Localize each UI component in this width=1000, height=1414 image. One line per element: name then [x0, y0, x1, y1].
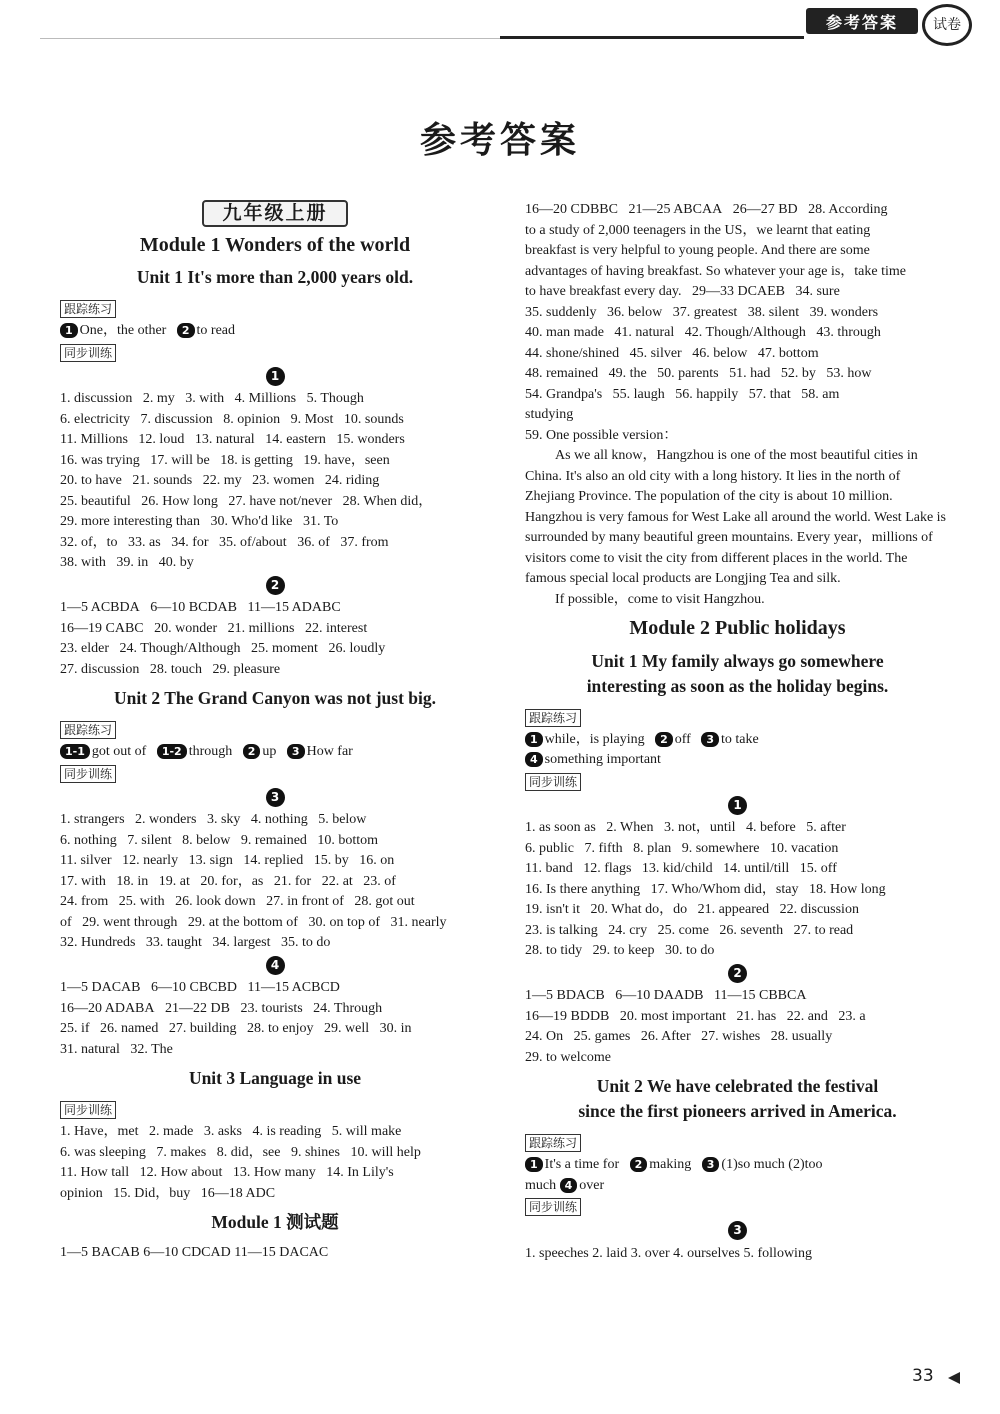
answer-block: [60, 389, 490, 574]
sync-training-tag: 同步训练: [60, 344, 116, 362]
track-answer: something important: [544, 752, 661, 767]
track-answer: making: [649, 1157, 702, 1172]
page-number: 33: [912, 1366, 934, 1386]
track-answers: [60, 742, 490, 763]
module1-heading: Module 1 Wonders of the world: [139, 233, 411, 256]
answer-line: 16. was trying 17. will be 18. is getting 19. have，seen: [60, 452, 390, 468]
item-number-icon: 1-1: [60, 744, 90, 759]
item-number-icon: 4: [525, 752, 543, 767]
answer-block: [525, 818, 950, 962]
header-rule-thin: [40, 38, 500, 39]
item-number-icon: 2: [630, 1157, 648, 1172]
answer-line: 32. of，to 33. as 34. for 35. of/about 36. of 37. from: [60, 534, 389, 550]
unit3-heading: Unit 3 Language in use: [188, 1068, 362, 1088]
section-number-icon: 2: [60, 576, 490, 597]
track-answers: [60, 321, 490, 342]
track-practice-tag: 跟踪练习: [525, 709, 581, 727]
answer-line: 38. with 39. in 40. by: [60, 555, 194, 570]
unit1-heading: Unit 1 My family always go somewhere interesting as soon as the holiday begins.: [586, 650, 889, 696]
answer-line: 27. discussion 28. touch 29. pleasure: [60, 661, 281, 677]
answer-block: [60, 1122, 490, 1204]
answer-line: 59. One possible version：: [525, 427, 678, 443]
track-answer: (1)so much (2)too: [721, 1157, 823, 1172]
section-number-icon: 4: [60, 956, 490, 977]
header-logo-icon: 试卷: [922, 4, 972, 46]
answer-line: 17. with 18. in 19. at 20. for，as 21. for 22. at 23. of: [60, 873, 396, 889]
answer-line: breakfast is very helpful to young people. And there are some: [525, 243, 870, 258]
answer-line: 16—19 CABC 20. wonder 21. millions 22. interest: [60, 620, 368, 636]
unit2-heading: Unit 2 The Grand Canyon was not just big.: [113, 688, 437, 708]
track-answer: to take: [720, 731, 759, 747]
module2-heading: Module 2 Public holidays: [629, 617, 846, 639]
page-title: 参考答案: [419, 120, 580, 161]
answer-line: 25. beautiful 26. How long 27. have not/never 28. When did，: [60, 493, 433, 509]
track-answers: much 4 over: [525, 1177, 605, 1193]
answer-block: [60, 810, 490, 954]
header-rule: [500, 36, 804, 39]
test-answers: 1—5 BACAB 6—10 CDCAD 11—15 DACAC: [60, 1245, 329, 1260]
track-answers: [525, 730, 950, 751]
answer-line: 16—20 ADABA 21—22 DB 23. tourists 24. Through: [60, 1000, 383, 1016]
answer-line: 19. isn't it 20. What do，do 21. appeared 22. discussion: [525, 902, 859, 917]
unit1-heading: Unit 1 It's more than 2,000 years old.: [136, 267, 414, 287]
track-answer: through: [188, 744, 243, 759]
answer-line: 44. shone/shined 45. silver 46. below 47. bottom: [525, 345, 819, 361]
item-number-icon: 3: [287, 744, 305, 759]
track-answer: How far: [306, 744, 353, 759]
answer-line: of 29. went through 29. at the bottom of 30. on top of 31. nearly: [60, 914, 447, 930]
answer-line: studying: [525, 407, 574, 422]
answer-line: 1. discussion 2. my 3. with 4. Millions 5. Though: [60, 391, 364, 406]
answer-line: 35. suddenly 36. below 37. greatest 38. silent 39. wonders: [525, 304, 879, 320]
section-number-icon: 1: [60, 367, 490, 388]
essay-paragraph: As we all know，Hangzhou is one of the most beautiful cities in China. It's also an old city with a long history. It lies in the north of Zhejiang Province. The population of the city is about 10 million. Hangzhou is very famous for West Lake all around the world. West Lake is surrounded by many beautiful green mountains. Every year，millions of visitors come to visit the city from different places in the world. The famous special local products are Longjing Tea and silk.: [525, 448, 947, 586]
answer-line: 6. electricity 7. discussion 8. opinion 9. Most 10. sounds: [60, 411, 404, 427]
answer-line: 20. to have 21. sounds 22. my 23. women 24. riding: [60, 473, 380, 488]
track-answer: It's a time for: [544, 1157, 630, 1172]
answer-line: 6. was sleeping 7. makes 8. did，see 9. shines 10. will help: [60, 1144, 421, 1160]
answer-line: 24. On 25. games 26. After 27. wishes 28. usually: [525, 1029, 833, 1044]
grade-heading: 九年级上册: [60, 200, 490, 227]
answer-line: 6. nothing 7. silent 8. below 9. remained 10. bottom: [60, 832, 379, 848]
answer-line: 1. strangers 2. wonders 3. sky 4. nothing 5. below: [60, 812, 367, 827]
answer-block: [60, 598, 490, 680]
answer-line: 31. natural 32. The: [60, 1041, 173, 1057]
answer-line: advantages of having breakfast. So whatever your age is，take time: [525, 263, 906, 279]
answer-line: 29. more interesting than 30. Who'd like 31. To: [60, 514, 339, 529]
sync-training-tag: 同步训练: [60, 765, 116, 783]
item-number-icon: 4: [560, 1178, 578, 1193]
item-number-icon: 3: [702, 1157, 720, 1172]
left-column: [60, 200, 490, 1264]
track-answer: up: [262, 744, 287, 759]
sync-training-tag: 同步训练: [525, 773, 581, 791]
answer-line: 32. Hundreds 33. taught 34. largest 35. to do: [60, 935, 331, 950]
section-number-icon: 2: [525, 964, 950, 985]
item-number-icon: 1: [525, 732, 543, 747]
track-answer: to read: [196, 323, 235, 338]
track-answer: while，is playing: [544, 731, 656, 747]
answer-line: 25. if 26. named 27. building 28. to enjoy 29. well 30. in: [60, 1021, 412, 1036]
track-answers: [525, 1155, 950, 1176]
answer-line: 16—19 BDDB 20. most important 21. has 22. and 23. a: [525, 1008, 866, 1024]
section-number-icon: 3: [525, 1221, 950, 1242]
answer-line: opinion 15. Did，buy 16—18 ADC: [60, 1185, 276, 1201]
section-number-icon: 1: [525, 796, 950, 817]
answer-line: to a study of 2,000 teenagers in the US，we learnt that eating: [525, 222, 871, 238]
answer-line: 24. from 25. with 26. look down 27. in front of 28. got out: [60, 894, 415, 909]
answer-block: [60, 978, 490, 1060]
track-practice-tag: 跟踪练习: [60, 300, 116, 318]
item-number-icon: 2: [243, 744, 261, 759]
answer-line: 40. man made 41. natural 42. Though/Although 43. through: [525, 325, 881, 340]
essay-paragraph: If possible，come to visit Hangzhou.: [555, 591, 765, 607]
answer-line: 1. as soon as 2. When 3. not，until 4. before 5. after: [525, 820, 846, 835]
item-number-icon: 1-2: [157, 744, 187, 759]
answer-line: 1—5 ACBDA 6—10 BCDAB 11—15 ADABC: [60, 600, 341, 615]
answer-line: to have breakfast every day. 29—33 DCAEB 34. sure: [525, 284, 840, 299]
answer-line: 11. band 12. flags 13. kid/child 14. until/till 15. off: [525, 861, 837, 876]
track-answer: off: [674, 731, 702, 747]
answer-line: 29. to welcome: [525, 1049, 611, 1065]
item-number-icon: 3: [701, 732, 719, 747]
answer-line: 1—5 BDACB 6—10 DAADB 11—15 CBBCA: [525, 988, 807, 1003]
right-column: [525, 200, 950, 1264]
header-badge: 参考答案: [806, 8, 918, 34]
page-arrow-icon: [948, 1372, 960, 1384]
answer-line: 16—20 CDBBC 21—25 ABCAA 26—27 BD 28. According: [525, 202, 888, 217]
track-answers: [525, 750, 950, 771]
track-answer: over: [579, 1177, 605, 1193]
unit2-heading: Unit 2 We have celebrated the festival since the first pioneers arrived in America.: [578, 1076, 897, 1121]
sync-training-tag: 同步训练: [60, 1101, 116, 1119]
answer-line: 16. Is there anything 17. Who/Whom did，stay 18. How long: [525, 881, 886, 897]
answer-line: 11. silver 12. nearly 13. sign 14. replied 15. by 16. on: [60, 853, 395, 868]
answer-line: 1—5 DACAB 6—10 CBCBD 11—15 ACBCD: [60, 980, 340, 995]
answer-line: 28. to tidy 29. to keep 30. to do: [525, 943, 715, 958]
answer-line: 11. How tall 12. How about 13. How many 14. In Lily's: [60, 1165, 394, 1180]
answer-line: 1. speeches 2. laid 3. over 4. ourselves 5. following: [525, 1245, 812, 1261]
answer-line: 6. public 7. fifth 8. plan 9. somewhere 10. vacation: [525, 840, 839, 856]
answer-block: [525, 986, 950, 1068]
answer-line: 54. Grandpa's 55. laugh 56. happily 57. that 58. am: [525, 386, 840, 402]
track-practice-tag: 跟踪练习: [525, 1134, 581, 1152]
sync-training-tag: 同步训练: [525, 1198, 581, 1216]
track-answer: got out of: [91, 744, 157, 759]
track-practice-tag: 跟踪练习: [60, 721, 116, 739]
item-number-icon: 2: [177, 323, 195, 338]
answer-line: 1. Have，met 2. made 3. asks 4. is reading 5. will make: [60, 1124, 402, 1139]
answer-line: 48. remained 49. the 50. parents 51. had 52. by 53. how: [525, 366, 872, 381]
answer-line: 23. is talking 24. cry 25. come 26. seventh 27. to read: [525, 922, 854, 938]
module1-test-heading: Module 1 测试题: [211, 1212, 339, 1232]
answer-line: 11. Millions 12. loud 13. natural 14. eastern 15. wonders: [60, 432, 405, 447]
item-number-icon: 2: [655, 732, 673, 747]
item-number-icon: 1: [525, 1157, 543, 1172]
section-number-icon: 3: [60, 788, 490, 809]
answer-block: [525, 200, 950, 446]
answer-line: 23. elder 24. Though/Although 25. moment 26. loudly: [60, 641, 386, 656]
track-answer: One，the other: [79, 323, 177, 338]
item-number-icon: 1: [60, 323, 78, 338]
